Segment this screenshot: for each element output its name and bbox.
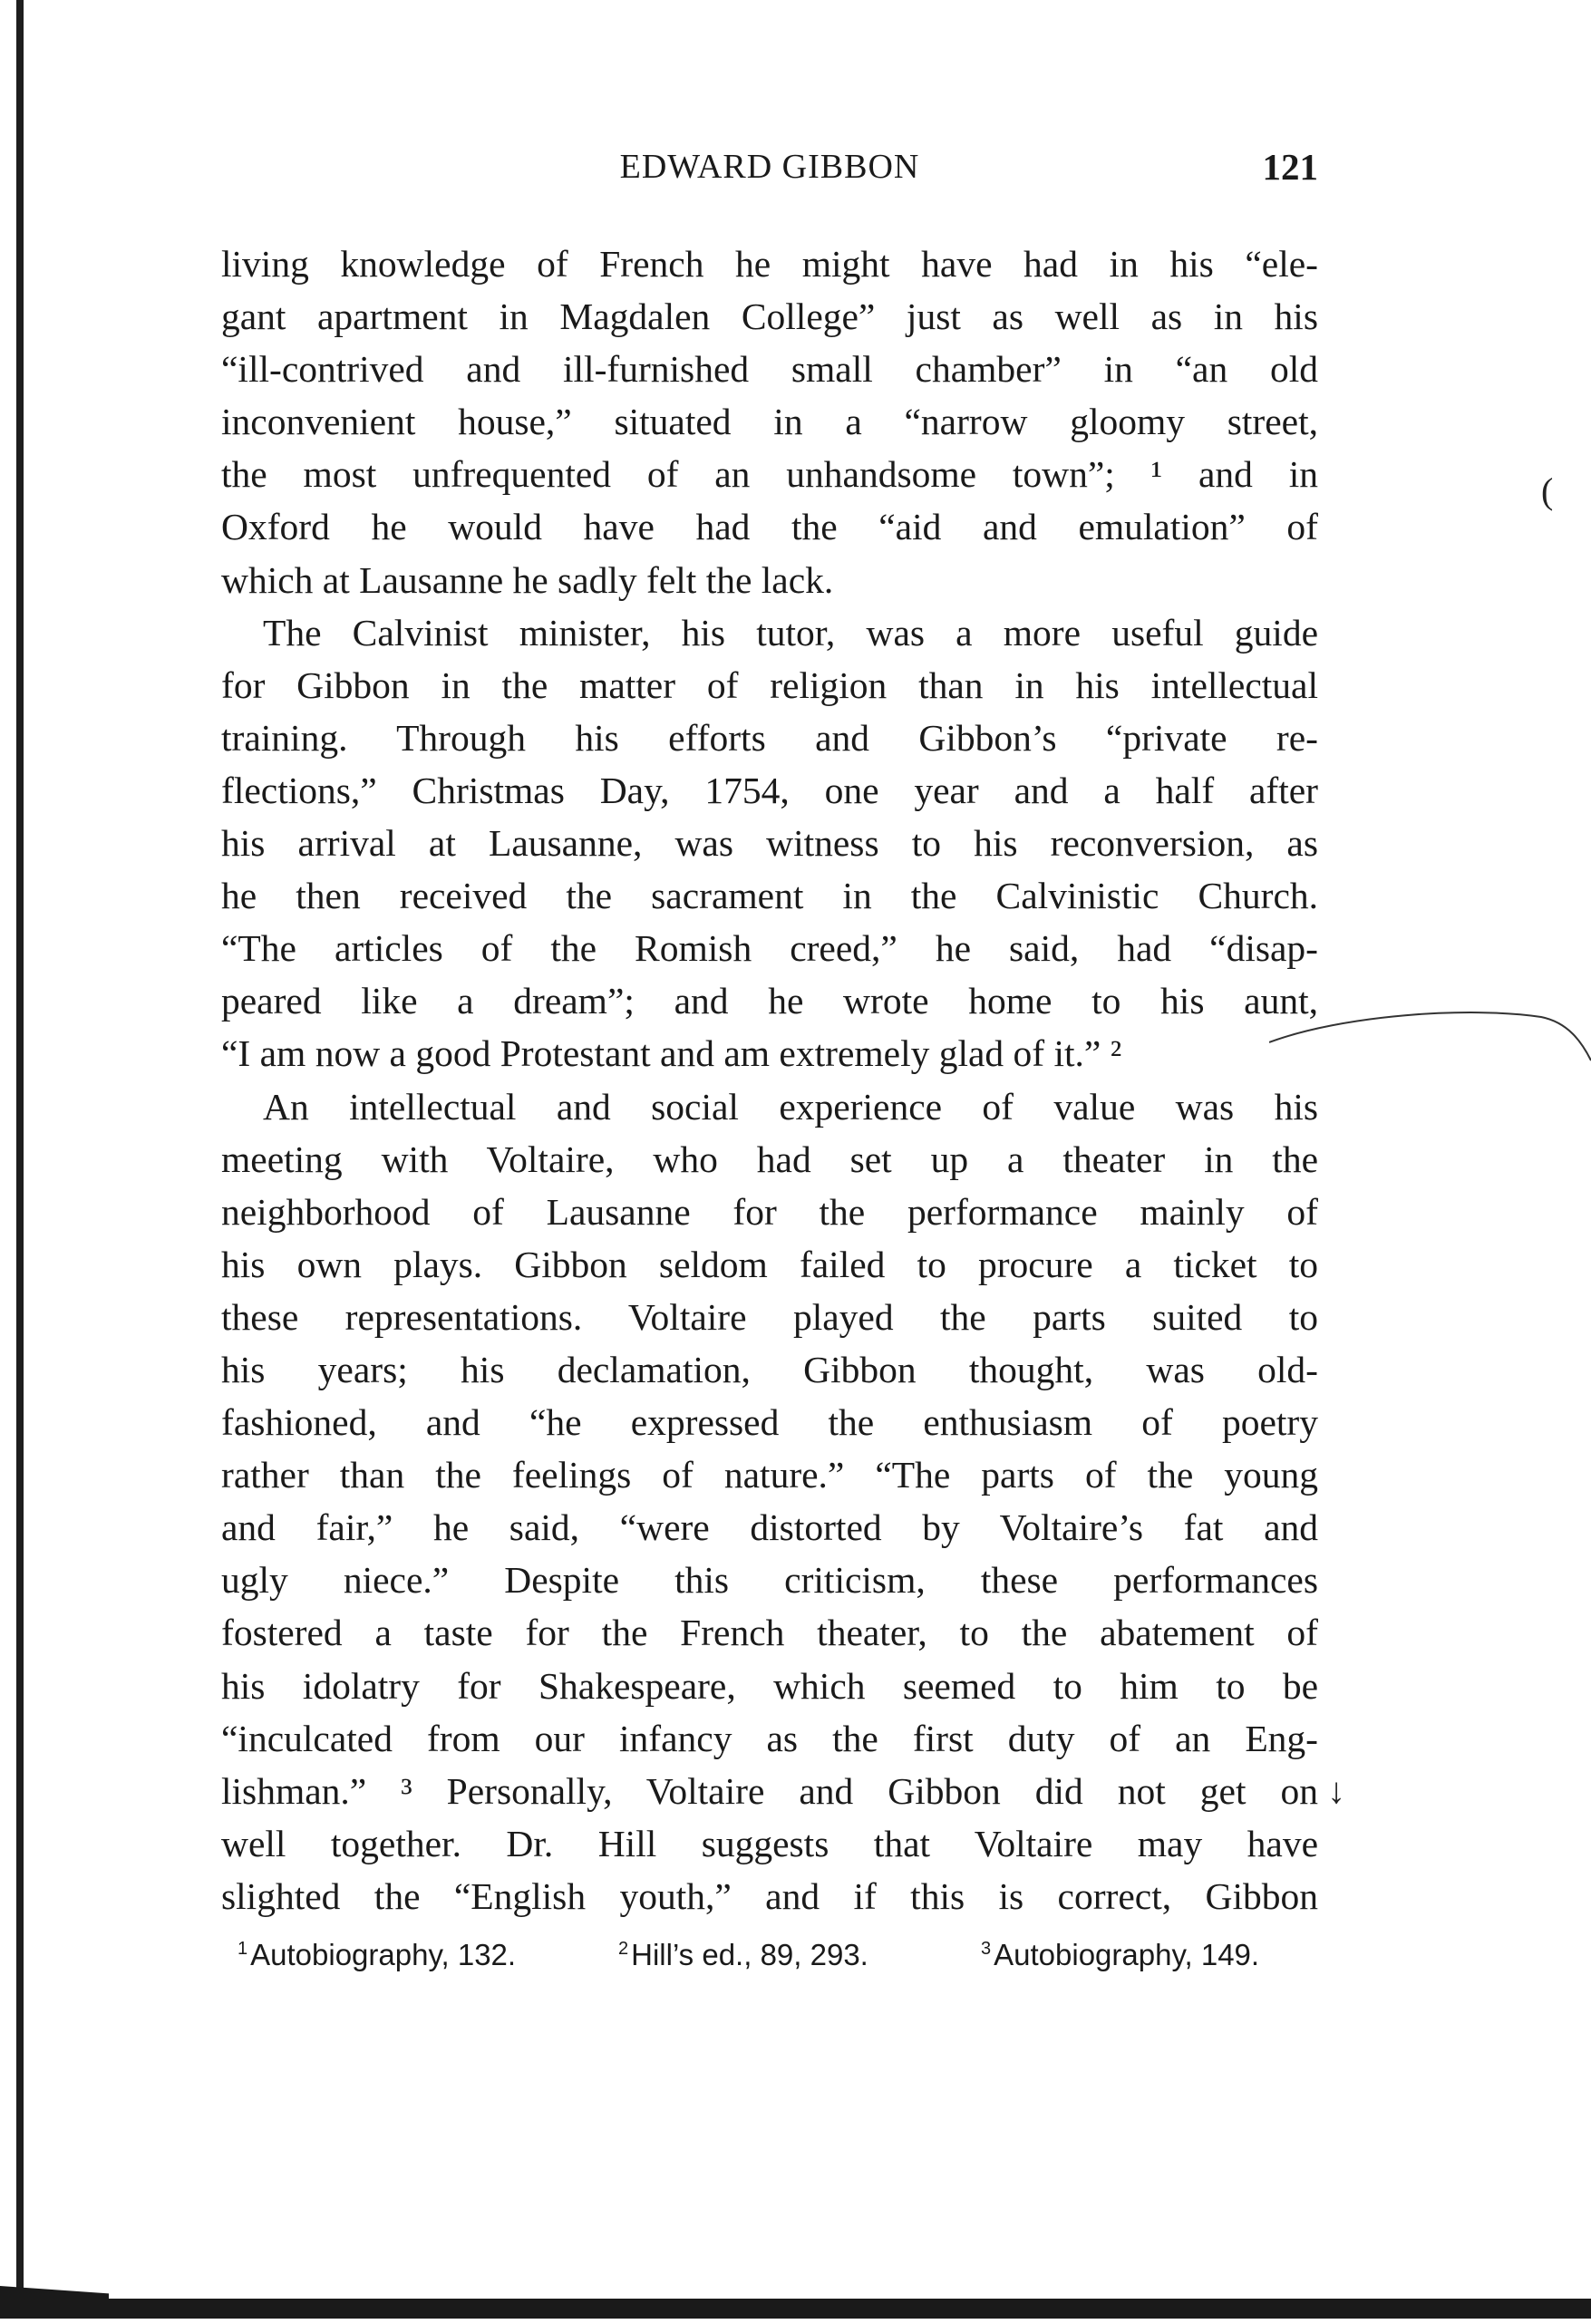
text-line: “The articles of the Romish creed,” he said, had “disap- [221, 927, 1318, 970]
scan-bottom-edge-taper [0, 2286, 109, 2299]
footnote-1 [238, 1938, 516, 1972]
footnote-text: Autobiography, 132. [250, 1938, 517, 1971]
text-line: for Gibbon in the matter of religion than in his intellectual [221, 663, 1318, 706]
scan-binding-edge [16, 0, 24, 2309]
text-line: peared like a dream”; and he wrote home to his aunt, [221, 980, 1318, 1022]
text-line: “I am now a good Protestant and am extremely glad of it.” ² [221, 1032, 1122, 1075]
footnote-text: Hill’s ed., 89, 293. [631, 1938, 868, 1971]
text-line: fostered a taste for the French theater, to the abatement of [221, 1612, 1318, 1654]
text-line: slighted the “English youth,” and if this is correct, Gibbon [221, 1874, 1318, 1917]
pencil-annotation-curve [1269, 988, 1591, 1088]
text-line: neighborhood of Lausanne for the performance mainly of [221, 1190, 1318, 1233]
text-line: inconvenient house,” situated in a “narrow gloomy street, [221, 401, 1318, 443]
text-line: “ill-contrived and ill-furnished small chamber” in “an old [221, 348, 1318, 391]
scan-bottom-edge [0, 2299, 1591, 2319]
running-head [221, 147, 1318, 198]
text-line: which at Lausanne he sadly felt the lack. [221, 558, 834, 601]
text-line: flections,” Christmas Day, 1754, one year and a half after [221, 769, 1318, 811]
paragraph-start-line: The Calvinist minister, his tutor, was a more useful guide [263, 611, 1318, 654]
text-line: fashioned, and “he expressed the enthusiasm of poetry [221, 1401, 1318, 1444]
text-line: his idolatry for Shakespeare, which seemed to him to be [221, 1664, 1318, 1707]
text-line: and fair,” he said, “were distorted by Voltaire’s fat and [221, 1506, 1318, 1549]
text-line: lishman.” ³ Personally, Voltaire and Gibbon did not get on [221, 1769, 1318, 1812]
footnote-text: Autobiography, 149. [994, 1938, 1260, 1971]
margin-pencil-mark: ( [1541, 470, 1554, 511]
footnote-2 [618, 1938, 868, 1972]
text-line: the most unfrequented of an unhandsome town”; ¹ and in [221, 453, 1318, 496]
text-line: these representations. Voltaire played the parts suited to [221, 1295, 1318, 1338]
footnotes [238, 1938, 1280, 1978]
margin-arrow-icon: ↓ [1327, 1770, 1345, 1811]
text-line: his own plays. Gibbon seldom failed to procure a ticket to [221, 1243, 1318, 1285]
running-title: EDWARD GIBBON [619, 148, 920, 186]
text-line: gant apartment in Magdalen College” just as well as in his [221, 295, 1318, 338]
footnote-3 [981, 1938, 1259, 1972]
text-line: his years; his declamation, Gibbon thought, was old- [221, 1348, 1318, 1390]
text-line: ugly niece.” Despite this criticism, these performances [221, 1559, 1318, 1602]
paragraph-start-line: An intellectual and social experience of value was his [263, 1085, 1318, 1128]
footnote-marker: 2 [618, 1939, 629, 1959]
body-text [221, 237, 1318, 1922]
text-line: well together. Dr. Hill suggests that Voltaire may have [221, 1822, 1318, 1864]
footnote-marker: 1 [238, 1939, 248, 1959]
text-line: rather than the feelings of nature.” “The parts of the young [221, 1454, 1318, 1496]
text-line: living knowledge of French he might have had in his “ele- [221, 243, 1318, 285]
footnote-marker: 3 [981, 1939, 992, 1959]
page-number: 121 [1262, 146, 1318, 188]
text-line: he then received the sacrament in the Calvinistic Church. [221, 875, 1318, 917]
text-line: his arrival at Lausanne, was witness to his reconversion, as [221, 822, 1318, 865]
text-line: “inculcated from our infancy as the first duty of an Eng- [221, 1717, 1318, 1759]
text-line: training. Through his efforts and Gibbon’s “private re- [221, 716, 1318, 759]
text-line: meeting with Voltaire, who had set up a theater in the [221, 1138, 1318, 1180]
text-line: Oxford he would have had the “aid and emulation” of [221, 506, 1318, 548]
